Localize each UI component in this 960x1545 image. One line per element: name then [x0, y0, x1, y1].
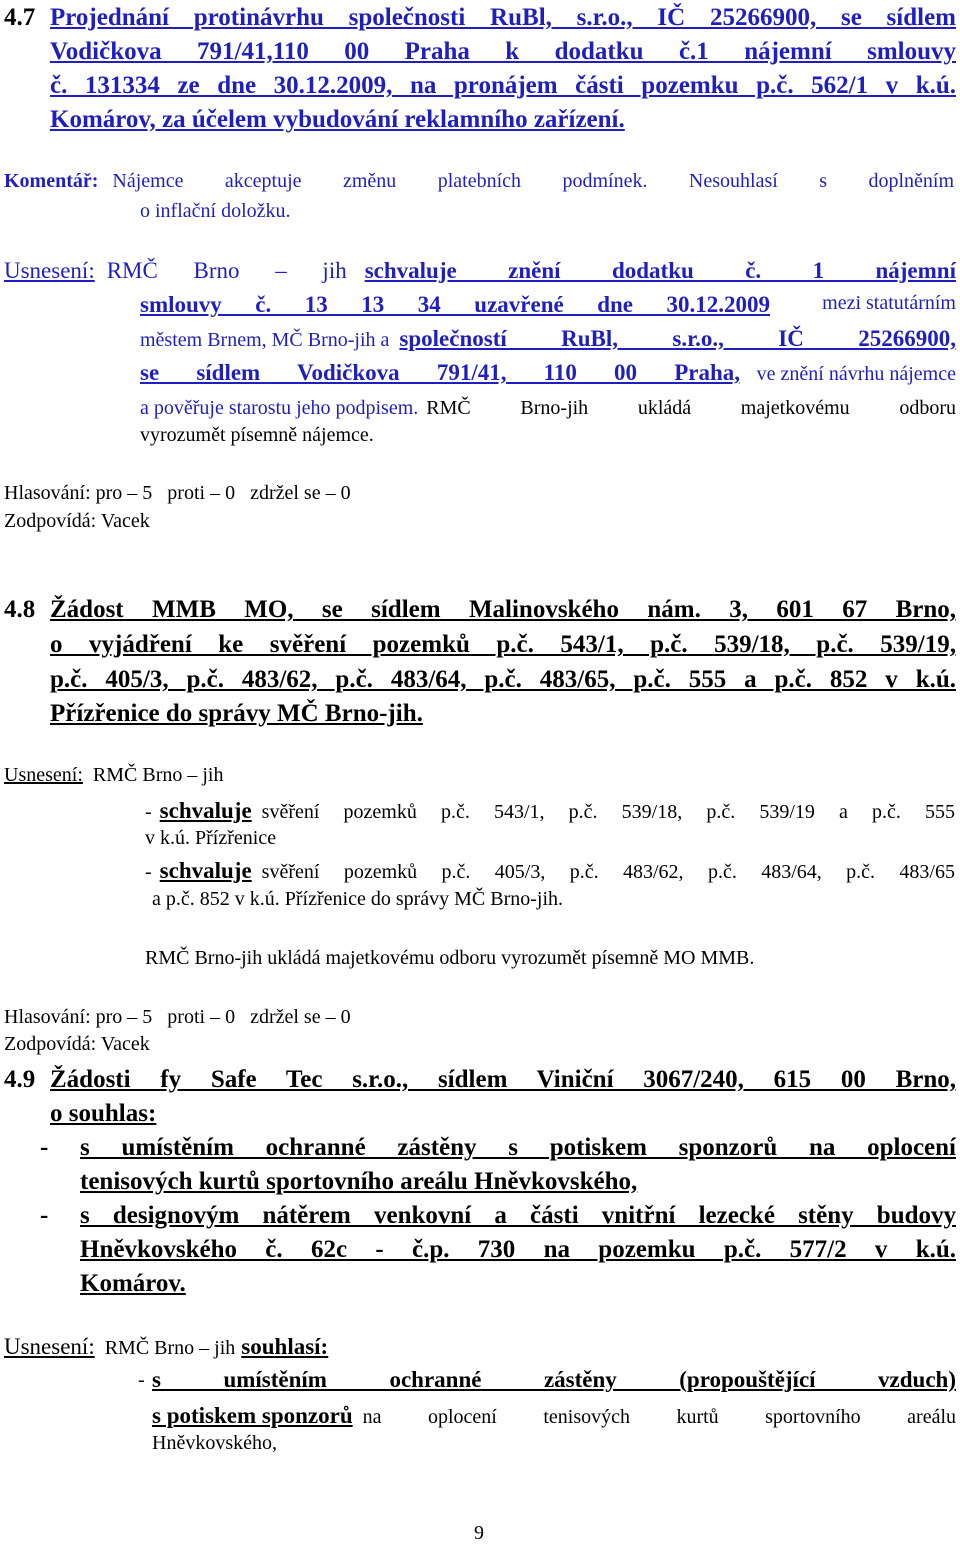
voting-line: Hlasování: pro – 5 proti – 0 zdržel se – 0	[4, 482, 351, 504]
section-4-7-resolution-line-3	[140, 326, 956, 352]
section-4-7-resolution-line-4	[140, 360, 956, 386]
section-4-9-title-line-2: o souhlas:	[50, 1100, 157, 1127]
section-4-8-title-line-2: o vyjádření ke svěření pozemků p.č. 543/1, p.č. 539/18, p.č. 539/19,	[50, 631, 956, 658]
resolution-company: společností RuBl, s.r.o., IČ 25266900,	[399, 326, 956, 351]
section-4-9-bullet-2-line-2: Hněvkovského č. 62c - č.p. 730 na pozemku p.č. 577/2 v k.ú.	[80, 1236, 956, 1263]
resolution-text: na oplocení tenisových kurtů sportovního areálu	[362, 1406, 956, 1428]
list-dash: -	[145, 801, 152, 823]
responsible-line: Zodpovídá: Vacek	[4, 1033, 150, 1055]
resolution-verb: souhlasí:	[241, 1334, 329, 1359]
section-4-7-resolution-line-2	[140, 292, 956, 318]
resolution-verb: schvaluje znění dodatku č. 1 nájemní	[364, 258, 956, 283]
list-dash: -	[40, 1202, 49, 1229]
section-4-9-resolution-line-2	[152, 1403, 956, 1429]
section-4-8-title-line-1: Žádost MMB MO, se sídlem Malinovského nám. 3, 601 67 Brno,	[50, 596, 956, 623]
resolution-verb: schvaluje	[159, 798, 252, 823]
page-number: 9	[474, 1522, 484, 1544]
section-4-8-title-line-3: p.č. 405/3, p.č. 483/62, p.č. 483/64, p.č. 483/65, p.č. 555 a p.č. 852 v k.ú.	[50, 666, 956, 693]
section-4-7-title-line-1: Projednání protinávrhu společnosti RuBl, s.r.o., IČ 25266900, se sídlem	[50, 4, 956, 31]
resolution-address: se sídlem Vodičkova 791/41, 110 00 Praha,	[140, 360, 740, 385]
item-text: svěření pozemků p.č. 543/1, p.č. 539/18, p.č. 539/19 a p.č. 555	[261, 801, 955, 823]
comment-text-2: o inflační doložku.	[140, 200, 291, 222]
resolution-sponsor: s potiskem sponzorů	[152, 1403, 353, 1428]
section-4-8-item-2	[145, 858, 955, 884]
resolution-body: RMČ Brno – jih	[106, 258, 347, 283]
section-4-7-comment-line-1	[4, 170, 954, 193]
resolution-label: Usnesení:	[4, 764, 83, 786]
section-4-7-resolution-line-5	[140, 397, 956, 420]
section-4-8-resolution-head	[4, 764, 223, 787]
section-4-9-resolution-head	[4, 1334, 328, 1360]
list-dash: -	[40, 1134, 49, 1161]
comment-text-1: Nájemce akceptuje změnu platebních podmínek. Nesouhlasí s doplněním	[112, 170, 954, 192]
section-4-9-title-line-1: Žádosti fy Safe Tec s.r.o., sídlem Viniční 3067/240, 615 00 Brno,	[50, 1066, 956, 1093]
resolution-text: Hněvkovského,	[152, 1432, 277, 1454]
resolution-text: RMČ Brno-jih ukládá majetkovému odboru	[426, 397, 956, 419]
list-dash: -	[138, 1369, 145, 1391]
resolution-text: městem Brnem, MČ Brno-jih a	[140, 329, 390, 351]
section-4-9-number: 4.9	[4, 1066, 36, 1093]
section-4-7-resolution-line-1	[4, 258, 956, 284]
section-4-8-title-line-4: Přízřenice do správy MČ Brno-jih.	[50, 700, 423, 727]
resolution-text: a pověřuje starostu jeho podpisem.	[140, 397, 419, 419]
section-4-9-resolution-line-1: s umístěním ochranné zástěny (propouštějící vzduch)	[152, 1367, 956, 1392]
resolution-text: vyrozumět písemně nájemce.	[140, 424, 374, 446]
resolution-text: mezi statutárním	[822, 292, 956, 314]
section-4-9-bullet-1-line-1: s umístěním ochranné zástěny s potiskem sponzorů na oplocení	[80, 1134, 956, 1161]
resolution-verb: schvaluje	[159, 858, 252, 883]
section-4-7-title-line-3: č. 131334 ze dne 30.12.2009, na pronájem části pozemku p.č. 562/1 v k.ú.	[50, 72, 956, 99]
resolution-body: RMČ Brno – jih	[92, 764, 224, 786]
resolution-label: Usnesení:	[4, 258, 95, 283]
closing-text: RMČ Brno-jih ukládá majetkovému odboru vyrozumět písemně MO MMB.	[145, 947, 755, 969]
section-4-9-bullet-1-line-2: tenisových kurtů sportovního areálu Hněvkovského,	[80, 1168, 638, 1195]
section-4-9-bullet-2-line-3: Komárov.	[80, 1270, 186, 1297]
resolution-text: ve znění návrhu nájemce	[756, 363, 956, 385]
section-4-7-number: 4.7	[4, 4, 36, 31]
section-4-7-title-line-4: Komárov, za účelem vybudování reklamního zařízení.	[50, 106, 625, 133]
voting-line: Hlasování: pro – 5 proti – 0 zdržel se – 0	[4, 1006, 351, 1028]
responsible-line: Zodpovídá: Vacek	[4, 510, 150, 532]
resolution-label: Usnesení:	[4, 1334, 95, 1359]
section-4-8-item-1	[145, 798, 955, 824]
item-text-cont: v k.ú. Přízřenice	[145, 827, 277, 849]
item-text-cont: a p.č. 852 v k.ú. Přízřenice do správy MČ Brno-jih.	[152, 888, 564, 910]
list-dash: -	[145, 861, 152, 883]
section-4-9-bullet-2-line-1: s designovým nátěrem venkovní a části vnitřní lezecké stěny budovy	[80, 1202, 956, 1229]
comment-label: Komentář:	[4, 170, 99, 192]
section-4-7-title-line-2: Vodičkova 791/41,110 00 Praha k dodatku č.1 nájemní smlouvy	[50, 38, 956, 65]
section-4-8-number: 4.8	[4, 596, 36, 623]
item-text: svěření pozemků p.č. 405/3, p.č. 483/62, p.č. 483/64, p.č. 483/65	[261, 861, 955, 883]
resolution-contract: smlouvy č. 13 13 34 uzavřené dne 30.12.2009	[140, 292, 770, 317]
resolution-body: RMČ Brno – jih	[104, 1337, 236, 1359]
